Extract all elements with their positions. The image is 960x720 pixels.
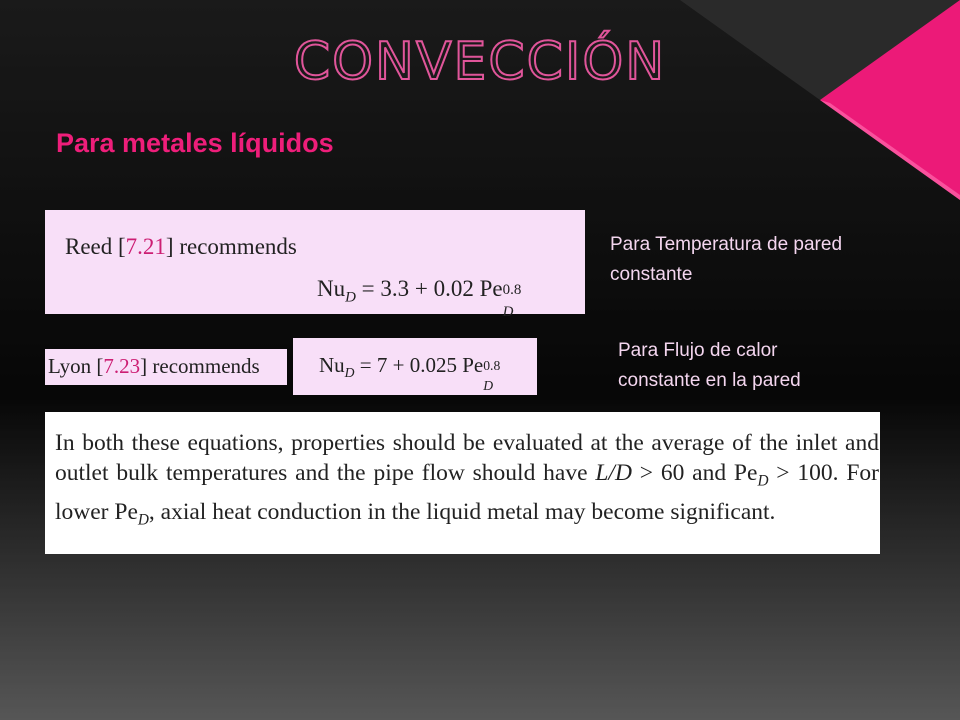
slide-title: CONVECCIÓN — [293, 32, 667, 92]
lyon-citation-number: 7.23 — [103, 354, 141, 378]
lyon-formula-rhs: = 7 + 0.025 Pe — [354, 353, 484, 377]
paragraph-text-1: In both these equations, properties should be evaluated at the average of the inlet and outlet bulk temperatures and the pipe flow should have — [55, 430, 879, 486]
explanation-box — [45, 412, 880, 554]
reed-author: Reed [ — [65, 234, 126, 259]
paragraph-text-4: , axial heat conduction in the liquid metal may become significant. — [148, 498, 776, 525]
reed-pe-subscript: D — [502, 304, 514, 320]
lyon-note: Para Flujo de calor constante en la pared — [618, 340, 801, 391]
lyon-formula — [319, 353, 507, 393]
lyon-citation-line — [48, 354, 260, 379]
reed-formula — [317, 276, 527, 320]
reed-formula-rhs: = 3.3 + 0.02 Pe — [355, 276, 503, 301]
lyon-citation-box — [45, 349, 287, 385]
reed-recommends: ] recommends — [165, 234, 297, 259]
reed-citation-number: 7.21 — [125, 234, 166, 259]
reed-formula-box — [45, 210, 585, 320]
explanation-paragraph — [55, 428, 879, 535]
paragraph-subscript-2: D — [137, 511, 149, 529]
lyon-nu: Nu — [319, 353, 345, 377]
reed-nu: Nu — [317, 276, 346, 301]
lyon-formula-box — [293, 338, 537, 395]
reed-note: Para Temperatura de pared constante — [610, 234, 843, 285]
paragraph-text-3: > 100. For lower Pe — [55, 460, 879, 525]
lyon-exponent: 0.8 — [483, 358, 501, 373]
lyon-pe-subscript: D — [483, 378, 494, 393]
lyon-recommends: ] recommends — [140, 354, 260, 378]
reed-nu-subscript: D — [345, 289, 356, 306]
paragraph-text-2: > 60 and Pe — [631, 460, 758, 486]
paragraph-ld: L/D — [595, 460, 632, 486]
reed-citation-line — [65, 234, 297, 260]
paragraph-subscript-1: D — [757, 472, 769, 490]
lyon-nu-subscript: D — [344, 365, 355, 381]
lyon-author: Lyon [ — [48, 354, 104, 378]
reed-exponent: 0.8 — [502, 282, 522, 298]
slide-subtitle: Para metales líquidos — [56, 128, 334, 158]
